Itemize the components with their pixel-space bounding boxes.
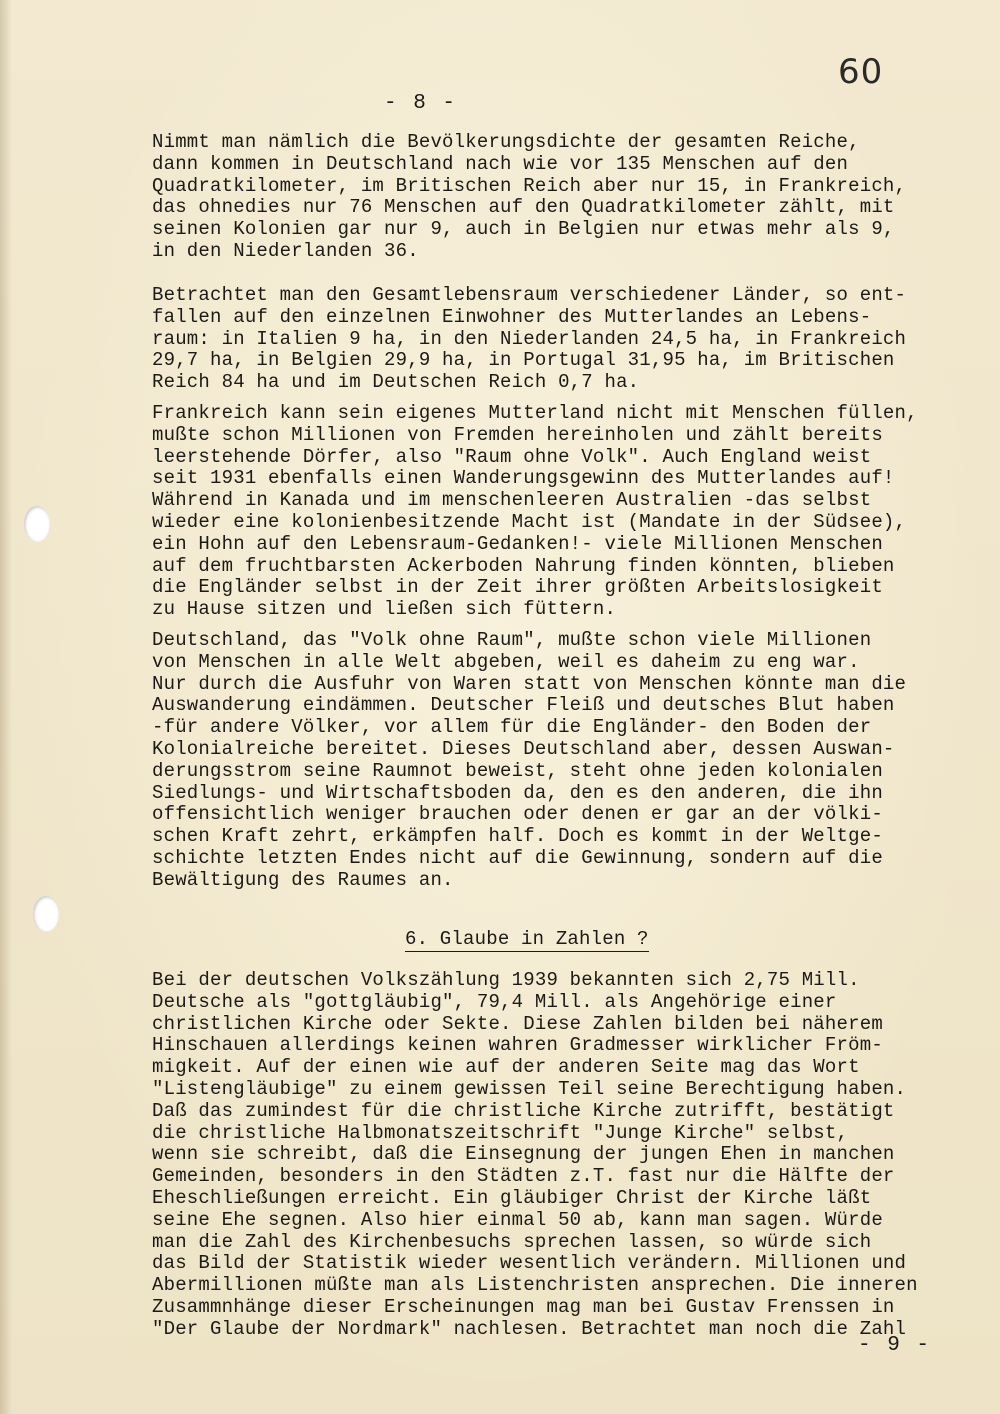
page-number-bottom: - 9 - [858, 1334, 932, 1357]
paragraph-living-space: Betrachtet man den Gesamtlebensraum verschiedener Länder, so ent- fallen auf den einzelnen Einwohner des Mutterlandes an Lebens- raum: in Italien 9 ha, in den Niederlanden 24,5 ha, in Frankreich 29,7 ha, in Belgien 29,9 ha, in Portugal 31,95 ha, im Britischen Reich 84 ha und im Deutschen Reich 0,7 ha. [152, 284, 907, 394]
page-number-top: - 8 - [384, 92, 458, 115]
page-edge-shadow [0, 0, 12, 1414]
punch-hole-upper [24, 506, 50, 542]
paragraph-france-england: Frankreich kann sein eigenes Mutterland nicht mit Menschen füllen, mußte schon Millionen von Fremden hereinholen und zählt bereits leerstehende Dörfer, also "Raum ohne Volk". Auch England weist seit 1931 ebenfalls einen Wanderungsgewinn des Mutterlandes auf! Während in Kanada und im menschenleeren Australien -das selbst wieder eine kolonienbesitzende Macht ist (Mandate in der Südsee), ein Hohn auf den Lebensraum-Gedanken!- viele Millionen Menschen auf dem fruchtbarsten Ackerboden Nahrung finden könnten, blieben die Engländer selbst in der Zeit ihrer größten Arbeitslosigkeit zu Hause sitzen und ließen sich füttern. [152, 402, 918, 621]
archive-folio-number: 60 [838, 52, 884, 92]
paragraph-population-density: Nimmt man nämlich die Bevölkerungsdichte der gesamten Reiche, dann kommen in Deutschland nach wie vor 135 Menschen auf den Quadratkilometer, im Britischen Reich aber nur 15, in Frankreich, das ohnedies nur 76 Menschen auf den Quadratkilometer zählt, mit seinen Kolonien gar nur 9, auch in Belgien nur etwas mehr als 9, in den Niederlanden 36. [152, 131, 907, 262]
section-heading: 6. Glaube in Zahlen ? [405, 928, 649, 950]
punch-hole-lower [33, 896, 59, 932]
paragraph-germany-emigration: Deutschland, das "Volk ohne Raum", mußte schon viele Millionen von Menschen in alle Welt abgeben, weil es daheim zu eng war. Nur durch die Ausfuhr von Waren statt von Menschen könnte man die Auswanderung eindämmen. Deutscher Fleiß und deutsches Blut haben -für andere Völker, vor allem für die Engländer- den Boden der Kolonialreiche bereitet. Dieses Deutschland aber, dessen Auswan- derungsstrom seine Raumnot beweist, steht ohne jeden kolonialen Siedlungs- und Wirtschaftsboden da, den es den anderen, die ihn offensichtlich weniger brauchen oder denen er gar an der völki- schen Kraft zehrt, erkämpfen half. Doch es kommt in der Weltge- schichte letzten Endes nicht auf die Gewinnung, sondern auf die Bewältigung des Raumes an. [152, 629, 907, 891]
paragraph-census-religion: Bei der deutschen Volkszählung 1939 bekannten sich 2,75 Mill. Deutsche als "gottgläubig", 79,4 Mill. als Angehörige einer christlichen Kirche oder Sekte. Diese Zahlen bilden bei näherem Hinschauen allerdings keinen wahren Gradmesser wirklicher Fröm- migkeit. Auf der einen wie auf der anderen Seite mag das Wort "Listengläubige" zu einem gewissen Teil seine Berechtigung haben. Daß das zumindest für die christliche Kirche zutrifft, bestätigt die christliche Halbmonatszeitschrift "Junge Kirche" selbst, wenn sie schreibt, daß die Einsegnung der jungen Ehen in manchen Gemeinden, besonders in den Städten z.T. fast nur die Hälfte der Eheschließungen erreicht. Ein gläubiger Christ der Kirche läßt seine Ehe segnen. Also hier einmal 50 ab, kann man sagen. Würde man die Zahl des Kirchenbesuchs sprechen lassen, so würde sich das Bild der Statistik wieder wesentlich verändern. Millionen und Abermillionen müßte man als Listenchristen ansprechen. Die inneren Zusammnhänge dieser Erscheinungen mag man bei Gustav Frenssen in "Der Glaube der Nordmark" nachlesen. Betrachtet man noch die Zahl [152, 969, 918, 1340]
